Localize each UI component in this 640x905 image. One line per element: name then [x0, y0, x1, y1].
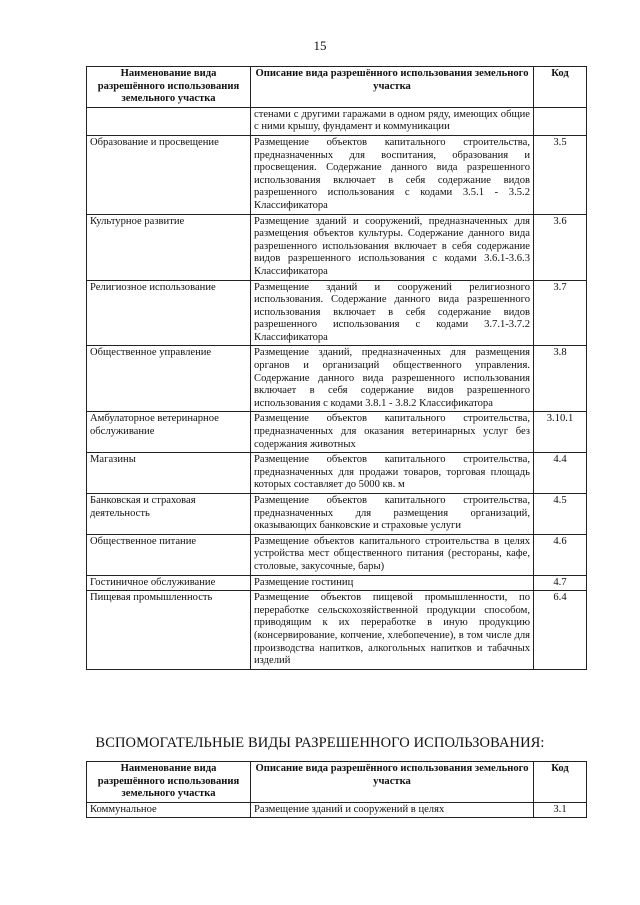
- row-description: Размещение объектов капитального строительства, предназначенных для оказания ветеринарных услуг без содержания животных: [251, 412, 534, 453]
- table-row: [87, 534, 587, 575]
- row-description: Размещение объектов пищевой промышленности, по переработке сельскохозяйственной продукции способом, приводящим к их переработке в иную продукцию (консервирование, копчение, хлебопечение), в том числе для производства напитков, алкогольных напитков и табачных изделий: [251, 591, 534, 670]
- row-name: Образование и просвещение: [87, 135, 251, 214]
- row-name: Общественное управление: [87, 346, 251, 412]
- row-code: 4.7: [534, 575, 587, 591]
- row-name: Амбулаторное ветеринарное обслуживание: [87, 412, 251, 453]
- row-code: 4.5: [534, 494, 587, 535]
- row-name: Пищевая промышленность: [87, 591, 251, 670]
- row-code: 3.10.1: [534, 412, 587, 453]
- header-name: Наименование вида разрешённого использования земельного участка: [87, 67, 251, 108]
- row-code: 4.6: [534, 534, 587, 575]
- row-code: 3.6: [534, 214, 587, 280]
- table-row: [87, 214, 587, 280]
- table-row: [87, 453, 587, 494]
- header-code: Код: [534, 67, 587, 108]
- section-title-auxiliary-uses: ВСПОМОГАТЕЛЬНЫЕ ВИДЫ РАЗРЕШЕННОГО ИСПОЛЬЗОВАНИЯ:: [95, 735, 545, 751]
- header-description: Описание вида разрешённого использования земельного участка: [251, 67, 534, 108]
- row-description: Размещение зданий, предназначенных для размещения органов и организаций общественного управления. Содержание данного вида разрешенного использования включает в себя содержание видов разрешенного использования с кодами 3.8.1 - 3.8.2 Классификатора: [251, 346, 534, 412]
- header-description: Описание вида разрешённого использования земельного участка: [251, 762, 534, 803]
- row-name: Банковская и страховая деятельность: [87, 494, 251, 535]
- row-code: 6.4: [534, 591, 587, 670]
- row-name: Магазины: [87, 453, 251, 494]
- row-description: Размещение объектов капитального строительства, предназначенных для размещения организаций, оказывающих банковские и страховые услуги: [251, 494, 534, 535]
- table-header-row: [87, 67, 587, 108]
- row-name: Культурное развитие: [87, 214, 251, 280]
- table-row: [87, 346, 587, 412]
- row-description: стенами с другими гаражами в одном ряду, имеющих общие с ними крышу, фундамент и коммуникации: [251, 107, 534, 135]
- auxiliary-uses-table: [86, 761, 587, 818]
- table-row: [87, 802, 587, 818]
- row-code: 3.7: [534, 280, 587, 346]
- row-description: Размещение гостиниц: [251, 575, 534, 591]
- row-description: Размещение объектов капитального строительства, предназначенных для продажи товаров, торговая площадь которых составляет до 5000 кв. м: [251, 453, 534, 494]
- header-code: Код: [534, 762, 587, 803]
- row-description: Размещение объектов капитального строительства в целях устройства мест общественного питания (рестораны, кафе, столовые, закусочные, бары): [251, 534, 534, 575]
- table-header-row: [87, 762, 587, 803]
- row-name: Религиозное использование: [87, 280, 251, 346]
- table-row: [87, 280, 587, 346]
- row-name: [87, 107, 251, 135]
- main-uses-table: [86, 66, 587, 670]
- table-row: [87, 135, 587, 214]
- table-row: [87, 575, 587, 591]
- table-row: [87, 591, 587, 670]
- table-row: [87, 494, 587, 535]
- table-row: [87, 412, 587, 453]
- row-description: Размещение объектов капитального строительства, предназначенных для воспитания, образования и просвещения. Содержание данного вида разрешенного использования включает в себя содержание видов разрешенного использования с кодами 3.5.1 - 3.5.2 Классификатора: [251, 135, 534, 214]
- row-description: Размещение зданий и сооружений, предназначенных для размещения объектов культуры. Содержание данного вида разрешенного использования включает в себя содержание видов разрешенного использования с кодами 3.6.1-3.6.3 Классификатора: [251, 214, 534, 280]
- row-code: 3.8: [534, 346, 587, 412]
- page-number: 15: [313, 38, 327, 53]
- row-description: Размещение зданий и сооружений в целях: [251, 802, 534, 818]
- row-name: Коммунальное: [87, 802, 251, 818]
- header-name: Наименование вида разрешённого использования земельного участка: [87, 762, 251, 803]
- row-code: [534, 107, 587, 135]
- row-code: 4.4: [534, 453, 587, 494]
- row-name: Гостиничное обслуживание: [87, 575, 251, 591]
- table-row: [87, 107, 587, 135]
- row-code: 3.5: [534, 135, 587, 214]
- row-code: 3.1: [534, 802, 587, 818]
- row-name: Общественное питание: [87, 534, 251, 575]
- row-description: Размещение зданий и сооружений религиозного использования. Содержание данного вида разрешенного использования включает в себя содержание видов разрешенного использования с кодами 3.7.1-3.7.2 Классификатора: [251, 280, 534, 346]
